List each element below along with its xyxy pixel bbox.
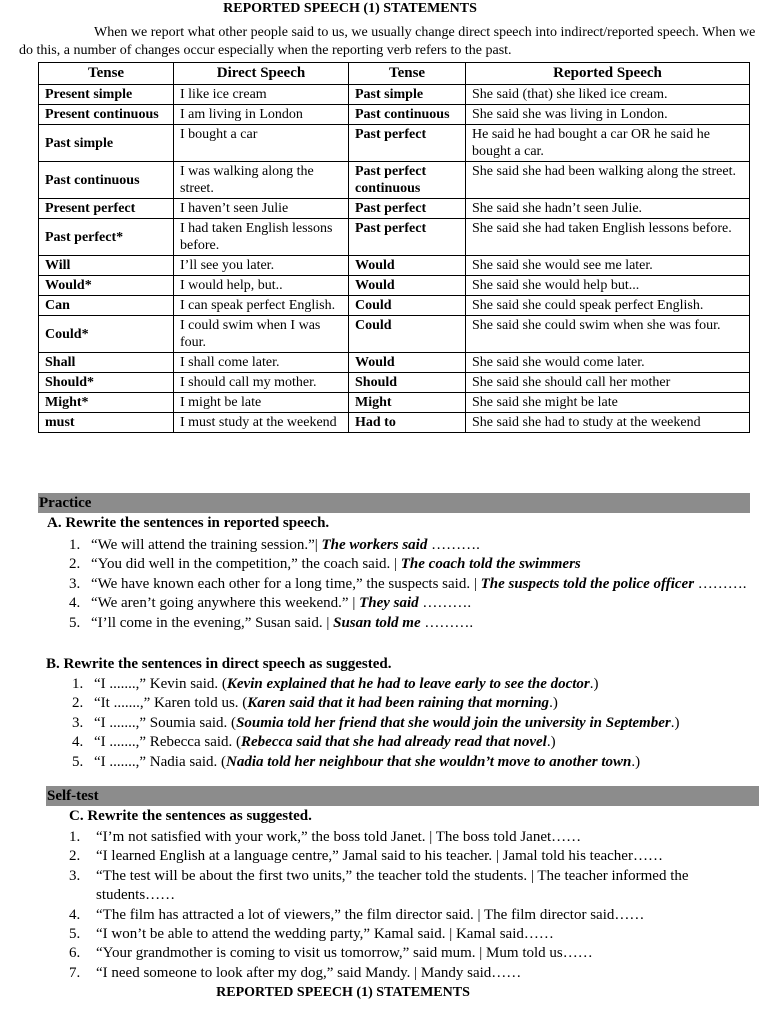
item-number: 7. xyxy=(69,964,81,981)
item-text xyxy=(91,536,759,555)
tense-cell: Would* xyxy=(39,276,174,296)
list-item xyxy=(69,594,759,613)
reported-tense-cell: Should xyxy=(349,373,466,393)
reported-speech-cell: She said (that) she liked ice cream. xyxy=(466,85,750,105)
item-text: “I won’t be able to attend the wedding party,” Kamal said. | Kamal said…… xyxy=(96,926,554,943)
item-number: 1. xyxy=(69,537,81,553)
list-item xyxy=(69,867,761,906)
list-item xyxy=(72,694,762,713)
direct-speech-cell: I bought a car xyxy=(174,125,349,162)
item-tail: ………. xyxy=(427,537,480,553)
item-prompt: “I .......,” Nadia said. ( xyxy=(94,753,227,770)
col-header-tense-reported: Tense xyxy=(349,63,466,85)
item-text: “The test will be about the first two units,” the teacher told the students. | The teacher informed the students…… xyxy=(96,867,689,904)
tense-cell: Present perfect xyxy=(39,199,174,219)
tense-cell: Could* xyxy=(39,316,174,353)
item-cue: Kevin explained that he had to leave early to see the doctor xyxy=(226,676,590,692)
col-header-reported-speech: Reported Speech xyxy=(466,63,750,85)
tense-cell: must xyxy=(39,413,174,433)
reported-speech-cell: She said she could swim when she was four. xyxy=(466,316,750,353)
list-item xyxy=(69,964,761,983)
direct-speech-cell: I am living in London xyxy=(174,105,349,125)
direct-speech-cell: I haven’t seen Julie xyxy=(174,199,349,219)
item-number: 2. xyxy=(69,848,81,865)
item-number: 3. xyxy=(72,714,84,731)
item-tail: ………. xyxy=(694,575,747,592)
item-text xyxy=(94,675,762,694)
tense-cell: Present simple xyxy=(39,85,174,105)
item-tail: .) xyxy=(549,695,558,712)
section-b-heading: B. Rewrite the sentences in direct speech as suggested. xyxy=(46,656,392,672)
table-row xyxy=(39,256,750,276)
selftest-bar xyxy=(46,786,759,806)
direct-speech-cell: I would help, but.. xyxy=(174,276,349,296)
tense-cell: Might* xyxy=(39,393,174,413)
item-cue: They said xyxy=(359,595,419,612)
table-row xyxy=(39,296,750,316)
item-number: 6. xyxy=(69,945,81,962)
list-item xyxy=(69,555,759,574)
reported-tense-cell: Might xyxy=(349,393,466,413)
item-number: 3. xyxy=(69,867,81,884)
col-header-direct-speech: Direct Speech xyxy=(174,63,349,85)
item-prompt: “I .......,” Rebecca said. ( xyxy=(94,734,242,751)
intro-paragraph: When we report what other people said to us, we usually change direct speech into indirect/reported speech. When we do this, a number of changes occur especially when the reporting verb refers to the past. xyxy=(19,25,756,58)
tense-cell: Present continuous xyxy=(39,105,174,125)
item-text: “The film has attracted a lot of viewers,” the film director said. | The film director said…… xyxy=(96,906,645,923)
tense-cell: Can xyxy=(39,296,174,316)
reported-speech-cell: She said she had taken English lessons before. xyxy=(466,219,750,256)
item-tail: .) xyxy=(631,753,641,770)
section-a-heading: A. Rewrite the sentences in reported speech. xyxy=(47,515,330,531)
table-row xyxy=(39,105,750,125)
reported-speech-cell: She said she would come later. xyxy=(466,353,750,373)
reported-speech-cell: She said she had to study at the weekend xyxy=(466,413,750,433)
item-text: “I’m not satisfied with your work,” the boss told Janet. | The boss told Janet…… xyxy=(96,829,582,845)
direct-speech-cell: I should call my mother. xyxy=(174,373,349,393)
item-tail: .) xyxy=(589,676,599,692)
list-item xyxy=(69,536,759,555)
direct-speech-cell: I’ll see you later. xyxy=(174,256,349,276)
table-row xyxy=(39,125,750,162)
reported-tense-cell: Could xyxy=(349,316,466,353)
item-text xyxy=(94,714,762,733)
table-row xyxy=(39,276,750,296)
item-number: 5. xyxy=(69,614,81,631)
item-tail: ………. xyxy=(420,614,474,631)
direct-speech-cell: I might be late xyxy=(174,393,349,413)
item-text: “I learned English at a language centre,” Jamal said to his teacher. | Jamal told his teacher…… xyxy=(96,848,663,865)
reported-speech-cell: She said she should call her mother xyxy=(466,373,750,393)
item-prompt: “You did well in the competition,” the coach said. | xyxy=(91,556,401,573)
table-row xyxy=(39,85,750,105)
table-header-row xyxy=(39,63,750,85)
item-prompt: “I .......,” Soumia said. ( xyxy=(94,714,237,731)
reported-tense-cell: Past perfect xyxy=(349,219,466,256)
item-cue: Susan told me xyxy=(333,614,421,631)
page-footer: REPORTED SPEECH (1) STATEMENTS xyxy=(216,985,470,1000)
list-item xyxy=(72,675,762,694)
item-tail: .) xyxy=(670,714,680,731)
table-row xyxy=(39,393,750,413)
item-text xyxy=(94,753,762,772)
item-prompt: “I .......,” Kevin said. ( xyxy=(94,676,227,692)
section-b-list xyxy=(72,675,762,772)
list-item xyxy=(69,614,759,633)
reported-speech-cell: She said she might be late xyxy=(466,393,750,413)
reported-tense-cell: Past simple xyxy=(349,85,466,105)
item-number: 4. xyxy=(72,734,84,751)
item-prompt: “It .......,” Karen told us. ( xyxy=(94,695,248,712)
table-row xyxy=(39,219,750,256)
col-header-tense: Tense xyxy=(39,63,174,85)
reported-speech-cell: She said she would help but... xyxy=(466,276,750,296)
selftest-label: Self-test xyxy=(47,788,99,804)
reported-tense-cell: Could xyxy=(349,296,466,316)
list-item xyxy=(69,847,761,866)
tense-cell: Should* xyxy=(39,373,174,393)
reported-tense-cell: Past perfect xyxy=(349,199,466,219)
item-cue: Soumia told her friend that she would join the university in September xyxy=(236,714,671,731)
item-prompt: “We have known each other for a long time,” the suspects said. | xyxy=(91,575,481,592)
item-prompt: “I’ll come in the evening,” Susan said. | xyxy=(91,614,334,631)
item-tail: .) xyxy=(546,734,556,751)
direct-speech-cell: I must study at the weekend xyxy=(174,413,349,433)
item-number: 3. xyxy=(69,575,81,592)
reported-speech-cell: She said she had been walking along the street. xyxy=(466,162,750,199)
reported-tense-cell: Had to xyxy=(349,413,466,433)
table-row xyxy=(39,353,750,373)
direct-speech-cell: I shall come later. xyxy=(174,353,349,373)
item-number: 5. xyxy=(69,926,81,943)
item-text xyxy=(91,555,759,574)
item-number: 2. xyxy=(69,556,81,573)
direct-speech-cell: I can speak perfect English. xyxy=(174,296,349,316)
tense-cell: Shall xyxy=(39,353,174,373)
reported-tense-cell: Would xyxy=(349,353,466,373)
reported-tense-cell: Past perfect xyxy=(349,125,466,162)
item-cue: Rebecca said that she had already read that novel xyxy=(241,734,547,751)
list-item xyxy=(69,944,761,963)
page-title: REPORTED SPEECH (1) STATEMENTS xyxy=(223,1,477,16)
list-item xyxy=(69,906,761,925)
item-cue: The suspects told the police officer xyxy=(480,575,695,592)
reported-speech-cell: She said she was living in London. xyxy=(466,105,750,125)
table-row xyxy=(39,373,750,393)
item-cue: Nadia told her neighbour that she wouldn’t move to another town xyxy=(226,753,632,770)
section-c-heading: C. Rewrite the sentences as suggested. xyxy=(69,808,312,824)
list-item xyxy=(69,925,761,944)
tense-cell: Past perfect* xyxy=(39,219,174,256)
list-item xyxy=(72,733,762,752)
list-item xyxy=(72,714,762,733)
reported-speech-cell: He said he had bought a car OR he said he bought a car. xyxy=(466,125,750,162)
item-cue: The workers said xyxy=(321,537,428,553)
list-item xyxy=(69,575,759,594)
reported-tense-cell: Past perfect continuous xyxy=(349,162,466,199)
practice-label: Practice xyxy=(39,495,92,511)
item-text xyxy=(94,733,762,752)
item-number: 2. xyxy=(72,695,84,712)
reported-speech-cell: She said she hadn’t seen Julie. xyxy=(466,199,750,219)
tense-cell: Past simple xyxy=(39,125,174,162)
item-prompt: “We aren’t going anywhere this weekend.” | xyxy=(91,595,360,612)
direct-speech-cell: I like ice cream xyxy=(174,85,349,105)
direct-speech-cell: I was walking along the street. xyxy=(174,162,349,199)
item-number: 4. xyxy=(69,595,81,612)
table-row xyxy=(39,162,750,199)
table-row xyxy=(39,413,750,433)
reported-tense-cell: Would xyxy=(349,256,466,276)
practice-bar xyxy=(38,493,750,513)
reported-tense-cell: Would xyxy=(349,276,466,296)
item-text xyxy=(91,614,759,633)
item-prompt: “We will attend the training session.”| xyxy=(91,537,322,553)
item-text: “Your grandmother is coming to visit us tomorrow,” said mum. | Mum told us…… xyxy=(96,945,593,962)
item-number: 4. xyxy=(69,906,81,923)
list-item xyxy=(69,828,761,847)
item-cue: The coach told the swimmers xyxy=(400,556,581,573)
table-row xyxy=(39,199,750,219)
direct-speech-cell: I had taken English lessons before. xyxy=(174,219,349,256)
tense-cell: Past continuous xyxy=(39,162,174,199)
reported-tense-cell: Past continuous xyxy=(349,105,466,125)
tense-table xyxy=(38,62,750,433)
reported-speech-cell: She said she could speak perfect English. xyxy=(466,296,750,316)
item-number: 1. xyxy=(72,676,84,692)
table-row xyxy=(39,316,750,353)
tense-cell: Will xyxy=(39,256,174,276)
item-text: “I need someone to look after my dog,” said Mandy. | Mandy said…… xyxy=(96,964,522,981)
item-text xyxy=(91,594,759,613)
item-text xyxy=(91,575,759,594)
reported-speech-cell: She said she would see me later. xyxy=(466,256,750,276)
direct-speech-cell: I could swim when I was four. xyxy=(174,316,349,353)
item-tail: ………. xyxy=(418,595,472,612)
list-item xyxy=(72,753,762,772)
item-text xyxy=(94,694,762,713)
item-number: 5. xyxy=(72,753,84,770)
item-number: 1. xyxy=(69,829,81,845)
item-cue: Karen said that it had been raining that morning xyxy=(247,695,550,712)
section-a-list xyxy=(69,536,759,633)
section-c-list xyxy=(69,828,761,983)
